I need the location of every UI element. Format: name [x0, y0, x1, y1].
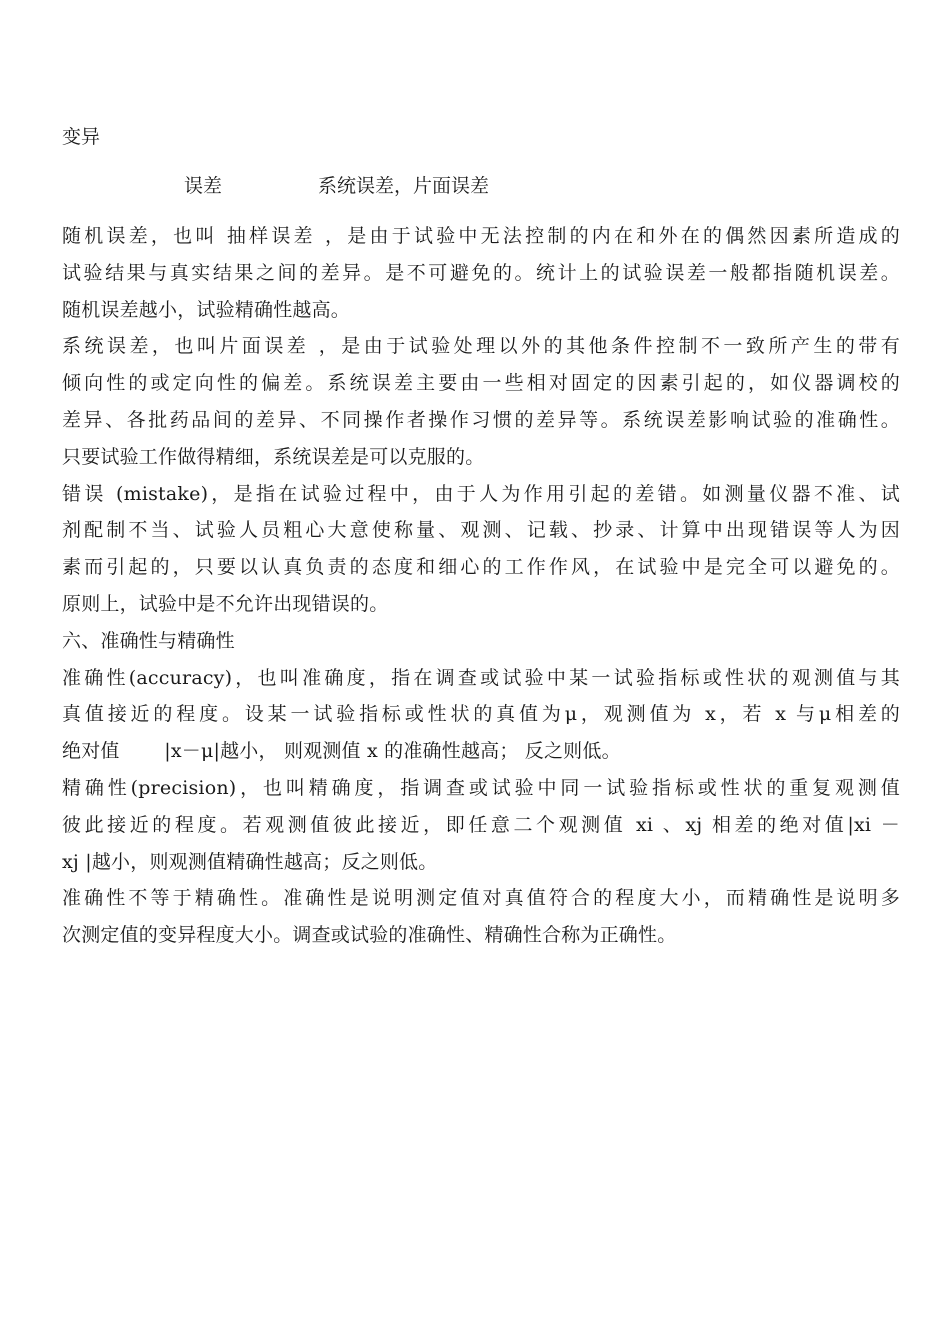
text-line: 彼此接近的程度。若观测值彼此接近，即任意二个观测值 xi 、xj 相差的绝对值|xi － [62, 813, 900, 836]
section-six-heading [62, 623, 900, 660]
text-line: xj |越小，则观测值精确性越高；反之则低。 [62, 850, 438, 873]
body-text [62, 218, 900, 954]
paragraph-accuracy [62, 660, 900, 770]
text-line: 随机误差，也叫 抽样误差 ，是由于试验中无法控制的内在和外在的偶然因素所造成的 [62, 225, 900, 247]
text-line: 真值接近的程度。设某一试验指标或性状的真值为μ，观测值为 x，若 x 与μ相差的 [62, 703, 900, 726]
text-line: 素而引起的，只要以认真负责的态度和细心的工作作风，在试验中是完全可以避免的。 [62, 556, 900, 579]
paragraph-systematic-error [62, 328, 900, 475]
paragraph-comparison [62, 880, 900, 954]
error-types-line [62, 173, 900, 201]
text-line: 只要试验工作做得精细，系统误差是可以克服的。 [62, 445, 485, 468]
error-type-list: 系统误差，片面误差 [318, 175, 490, 197]
text-line: 六、准确性与精确性 [62, 629, 235, 652]
text-line: 精确性(precision)，也叫精确度，指调查或试验中同一试验指标或性状的重复观测值 [62, 776, 900, 799]
text-line: 剂配制不当、试验人员粗心大意使称量、观测、记载、抄录、计算中出现错误等人为因 [62, 519, 900, 542]
text-line: 系统误差，也叫片面误差 ，是由于试验处理以外的其他条件控制不一致所产生的带有 [62, 335, 900, 358]
text-line: 原则上，试验中是不允许出现错误的。 [62, 592, 389, 615]
text-line: 次测定值的变异程度大小。调查或试验的准确性、精确性合称为正确性。 [62, 924, 677, 947]
paragraph-random-error [62, 218, 900, 328]
text-line: 准确性不等于精确性。准确性是说明测定值对真值符合的程度大小，而精确性是说明多 [62, 887, 900, 910]
text-line: 差异、各批药品间的差异、不同操作者操作习惯的差异等。系统误差影响试验的准确性。 [62, 408, 900, 431]
text-line: 错误 (mistake)，是指在试验过程中，由于人为作用引起的差错。如测量仪器不准、试 [62, 482, 900, 505]
paragraph-mistake [62, 476, 900, 623]
error-term: 误差 [184, 175, 223, 197]
text-line: 倾向性的或定向性的偏差。系统误差主要由一些相对固定的因素引起的，如仪器调校的 [62, 372, 900, 395]
section-heading: 变异 [62, 126, 101, 148]
text-line: 试验结果与真实结果之间的差异。是不可避免的。统计上的试验误差一般都指随机误差。 [62, 261, 900, 284]
paragraph-precision [62, 770, 900, 880]
text-line: 绝对值 |x－μ|越小， 则观测值 x 的准确性越高； 反之则低。 [62, 740, 621, 763]
text-line: 随机误差越小，试验精确性越高。 [62, 298, 351, 321]
text-line: 准确性(accuracy)，也叫准确度，指在调查或试验中某一试验指标或性状的观测值与其 [62, 666, 900, 689]
